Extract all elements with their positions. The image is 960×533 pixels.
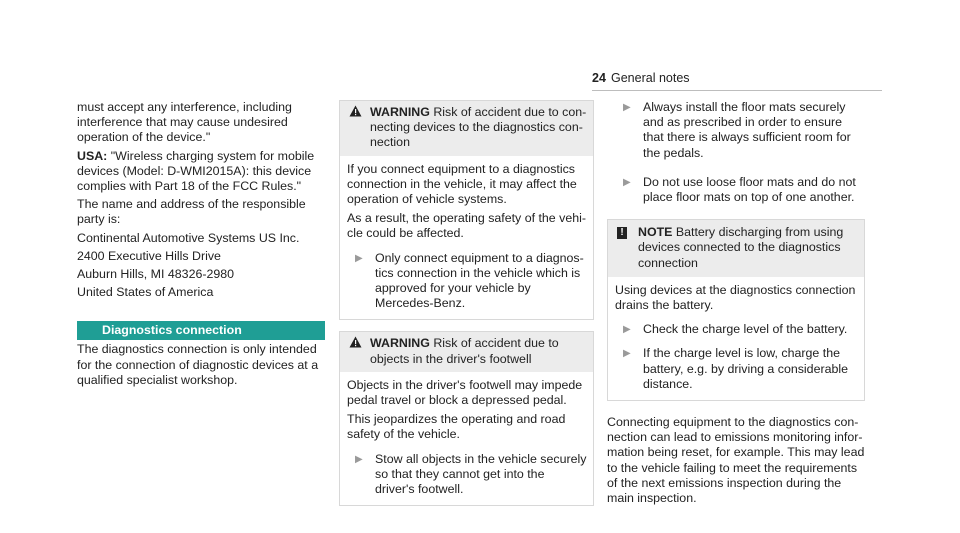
instruction-step [615,322,858,337]
warning-body [340,156,593,320]
warning-keyword: WARNING [370,105,430,119]
usa-text: "Wireless charging system for mobile devices (Model: D-WMI2015A): this device complies with Part 18 of the FCC Rules." [77,148,315,194]
section-title: General notes [611,71,690,85]
arrow-right-icon: ▶ [623,102,631,113]
paragraph: must accept any interference, including interference that may cause undesired operation of the device." [77,100,292,145]
usa-label: USA: [77,148,108,163]
page-number: 24 [592,71,606,85]
arrow-right-icon: ▶ [623,348,631,360]
address-line: Auburn Hills, MI 48326-2980 [77,267,235,282]
paragraph: Using devices at the diagnostics connection drains the battery. [615,282,856,313]
step-text: Always install the floor mats securely and as prescribed in order to ensure that there is always sufficient room for the pedals. [643,100,851,160]
address-line: United States of America [77,285,214,300]
arrow-right-icon: ▶ [623,324,631,336]
instruction-step [347,251,587,312]
instruction-step [615,175,865,205]
note-keyword: NOTE [638,225,673,240]
instruction-step [347,452,587,498]
column-3 [607,100,865,509]
warning-triangle-icon [349,336,362,348]
warning-header [340,101,593,156]
address-line: Continental Automotive Systems US Inc. [77,230,300,245]
warning-keyword: WARNING [370,336,430,351]
note-exclamation-icon: ! [617,227,627,239]
arrow-right-icon: ▶ [355,252,363,264]
note-title: Battery discharging from using devices connected to the diagnostics connection [638,225,844,270]
warning-box [339,100,594,320]
step-text: If the charge level is low, charge the battery, e.g. by driving a considerable distance. [643,346,849,391]
note-body [608,277,864,400]
paragraph: Connecting equipment to the diagnostics connection can lead to emissions monitoring information being reset, for example. This may lead to the vehicle failing to meet the requirements of the next emissions inspection during the main inspection. [607,415,865,506]
section-heading: Diagnostics connection [77,321,325,340]
paragraph-usa [77,149,325,195]
page-header [592,70,882,91]
address-line: 2400 Executive Hills Drive [77,248,221,263]
warning-header [340,332,593,371]
paragraph: This jeopardizes the operating and road safety of the vehicle. [347,412,566,442]
warning-title: Risk of accident due to connecting devices to the diagnostics connection [370,105,587,150]
warning-box [339,331,594,506]
paragraph: If you connect equipment to a diagnostics connection in the vehicle, it may affect the operation of vehicle systems. [347,161,577,207]
instruction-step [615,100,865,161]
step-text: Stow all objects in the vehicle securely so that they cannot get into the driver's footwell. [375,451,587,497]
step-text: Only connect equipment to a diagnostics connection in the vehicle which is approved for your vehicle by Mercedes-Benz. [375,250,584,311]
column-2 [339,100,594,506]
arrow-right-icon: ▶ [355,453,363,465]
paragraph: As a result, the operating safety of the vehicle could be affected. [347,211,587,241]
warning-title: Risk of accident due to objects in the driver's footwell [370,336,559,366]
paragraph: Objects in the driver's footwell may impede pedal travel or block a depressed pedal. [347,377,583,408]
warning-body [340,372,593,505]
column-1 [77,100,325,391]
warning-triangle-icon [349,105,362,117]
step-text: Do not use loose floor mats and do not place floor mats on top of one another. [643,174,856,205]
note-header [608,220,864,277]
paragraph: The diagnostics connection is only intended for the connection of diagnostic devices at a qualified specialist workshop. [77,342,319,387]
arrow-right-icon: ▶ [623,176,631,188]
instruction-step [615,346,858,392]
note-box [607,219,865,401]
step-text: Check the charge level of the battery. [643,322,848,337]
paragraph: The name and address of the responsible party is: [77,197,306,227]
